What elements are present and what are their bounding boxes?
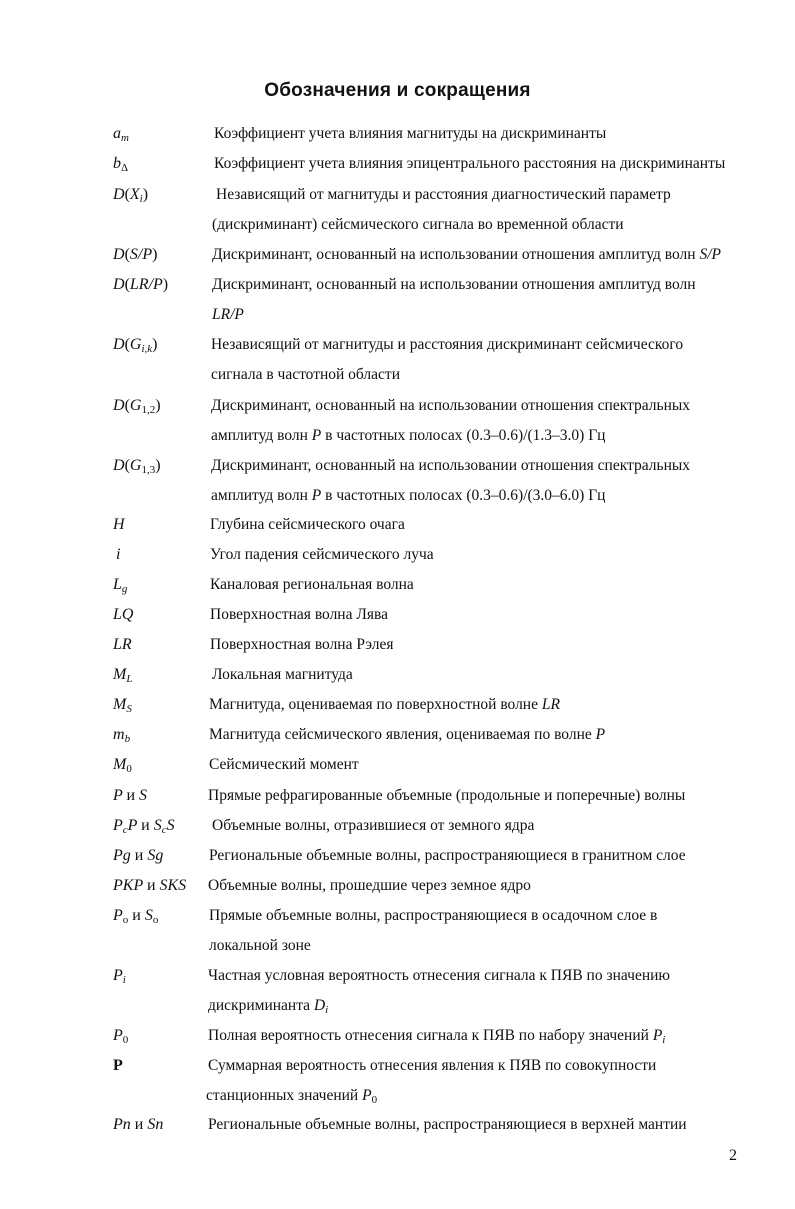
definition: Дискриминант, основанный на использовании отношения амплитуд волн S/P xyxy=(212,246,721,263)
definition: Суммарная вероятность отнесения явления к ПЯВ по совокупности станционных значений $P_0$ xyxy=(206,1057,657,1106)
symbol: $M_L$ xyxy=(113,666,133,685)
symbol: $b_\Delta$ xyxy=(113,155,129,174)
definition: Независящий от магнитуды и расстояния дискриминант сейсмического сигнала в частотной области xyxy=(211,336,684,383)
definition: Независящий от магнитуды и расстояния диагностический параметр (дискриминант) сейсмического сигнала во временной области xyxy=(212,186,671,233)
definition: Локальная магнитуда xyxy=(212,666,353,683)
definition: Коэффициент учета влияния эпицентрального расстояния на дискриминанты xyxy=(214,155,726,172)
definition: Угол падения сейсмического луча xyxy=(210,546,434,563)
definition: Глубина сейсмического очага xyxy=(210,516,405,533)
symbol: $M_S$ xyxy=(113,696,132,715)
definition: Региональные объемные волны, распространяющиеся в гранитном слое xyxy=(209,847,686,864)
definition: Дискриминант, основанный на использовании отношения спектральных амплитуд волн P в частотных полосах (0.3–0.6)/(1.3–3.0) Гц xyxy=(211,397,691,444)
definition: Прямые рефрагированные объемные (продольные и поперечные) волны xyxy=(208,787,686,804)
symbol: $P_i$ xyxy=(113,967,126,986)
symbol: H xyxy=(113,516,125,533)
symbol: D(LR/P) xyxy=(113,276,169,293)
symbol: LQ xyxy=(113,606,134,623)
definition: Полная вероятность отнесения сигнала к ПЯВ по набору значений $P_i$ xyxy=(208,1027,666,1046)
symbol: $D(G_{1,3})$ xyxy=(113,457,161,476)
definition: Поверхностная волна Лява xyxy=(210,606,388,623)
definition: Объемные волны, прошедшие через земное ядро xyxy=(208,877,531,894)
definition: Объемные волны, отразившиеся от земного ядра xyxy=(212,817,535,834)
symbol: LR xyxy=(113,636,132,653)
definition: Частная условная вероятность отнесения сигнала к ПЯВ по значению дискриминанта $D_i$ xyxy=(208,967,670,1016)
symbol: i xyxy=(116,546,121,563)
definition: Прямые объемные волны, распространяющиеся в осадочном слое в локальной зоне xyxy=(209,907,658,954)
symbol: $D(G_{1,2})$ xyxy=(113,397,161,416)
symbol: D(S/P) xyxy=(113,246,158,263)
symbol: $m_b$ xyxy=(113,726,131,745)
definition: Коэффициент учета влияния магнитуды на дискриминанты xyxy=(214,125,607,142)
symbol: $M_0$ xyxy=(113,756,132,775)
symbol: $L_g$ xyxy=(113,576,128,595)
symbol: $D(G_{i,k})$ xyxy=(113,336,158,355)
symbol: $P_cP$ и $S_cS$ xyxy=(113,817,175,836)
page-number: 2 xyxy=(729,1147,737,1164)
symbol: $a_m$ xyxy=(113,125,129,144)
definition: Региональные объемные волны, распространяющиеся в верхней мантии xyxy=(208,1116,687,1133)
definition: Магнитуда, оцениваемая по поверхностной волне LR xyxy=(209,696,560,713)
definition: Поверхностная волна Рэлея xyxy=(210,636,394,653)
symbol: $P_o$ и $S_o$ xyxy=(113,907,159,926)
definition: Каналовая региональная волна xyxy=(210,576,414,593)
definition: Магнитуда сейсмического явления, оцениваемая по волне P xyxy=(209,726,606,743)
page-title: Обозначения и сокращения xyxy=(264,80,531,101)
definition: Дискриминант, основанный на использовании отношения амплитуд волн LR/P xyxy=(212,276,696,323)
symbol: $P_0$ xyxy=(113,1027,129,1046)
definition: Сейсмический момент xyxy=(209,756,359,773)
symbol: $D(X_i)$ xyxy=(113,186,149,205)
symbol: PKP и SKS xyxy=(113,877,187,894)
definition: Дискриминант, основанный на использовании отношения спектральных амплитуд волн P в частотных полосах (0.3–0.6)/(3.0–6.0) Гц xyxy=(211,457,691,504)
symbol: Pn и Sn xyxy=(113,1116,164,1133)
symbol: P и S xyxy=(113,787,148,804)
symbol: P xyxy=(113,1057,123,1074)
symbol: Pg и Sg xyxy=(113,847,164,864)
